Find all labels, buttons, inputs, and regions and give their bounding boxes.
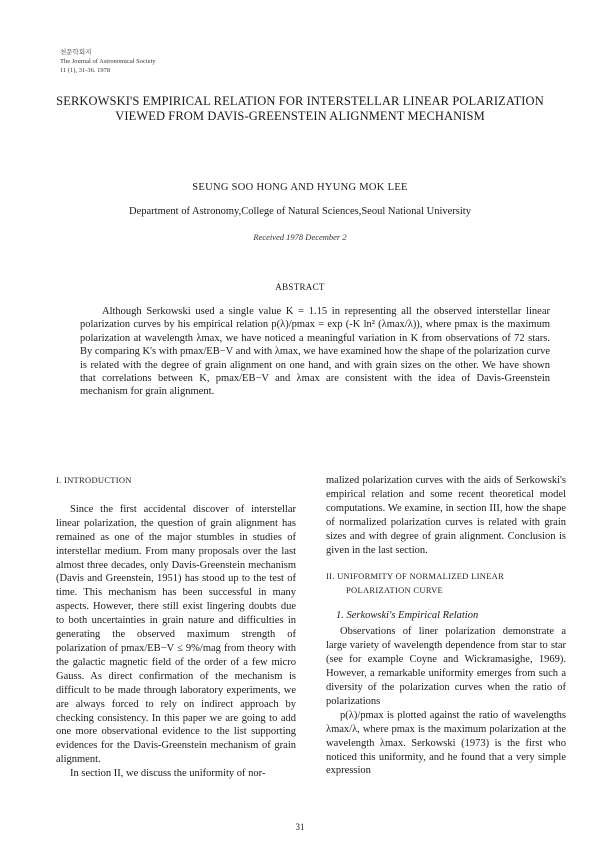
subsection-1-paragraph-2: p(λ)/pmax is plotted against the ratio of wavelengths λmax/λ, where pmax is the maximum polarization at the wavelength λmax. Serkowski (1973) is the first who noticed this uniformity, and he found that a very simple expression [326, 709, 566, 777]
received-date: Received 1978 December 2 [253, 232, 347, 242]
title-line-1: SERKOWSKI'S EMPIRICAL RELATION FOR INTERSTELLAR LINEAR POLARIZATION [56, 94, 544, 108]
section-2-heading [326, 569, 566, 597]
section-2-heading-line-2: POLARIZATION CURVE [346, 585, 444, 596]
abstract [80, 305, 550, 399]
abstract-heading: ABSTRACT [275, 282, 325, 292]
paper-title [20, 94, 580, 124]
journal-name: The Journal of Astronomical Society [60, 58, 156, 65]
subsection-1-paragraph-1: Observations of liner polarization demonstrate a large variety of wavelength dependence from star to star (see for example Coyne and Wickramasighe, 1969). However, a remarkable uniformity emerges from such a diversity of the polarization curves when the ratio of polarizations [326, 626, 566, 707]
intro-paragraph-1: Since the first accidental discover of interstellar linear polarization, the question of grain alignment has remained as one of the major stumbles in studies of interstellar medium. From many proposals over the last almost three decades, only Davis-Greenstein mechanism (Davis and Greenstein, 1951) has stood up to the test of time. This mechanism has been successful in many aspects. However, there still exist lingering doubts due to both uncertainties in grain nature and difficulties in generating the observed maximum strength of polarization of pmax/EB−V ≤ 9%/mag from theory with the galactic magnetic field of the order of a few micro Gauss. As direct confirmation of the mechanism is difficult to be made through laboratory experiments, we are always forced to rely on indirect approach by checking consistency. In this paper we are going to add one more observational evidence to the list supporting evidences for the Davis-Greenstein mechanism of grain alignment. [56, 503, 296, 766]
journal-header [60, 48, 156, 75]
left-column [56, 474, 296, 781]
journal-volume: 11 (1), 31-36. 1978 [60, 67, 111, 74]
section-2-heading-line-1: II. UNIFORMITY OF NORMALIZED LINEAR [326, 571, 505, 582]
intro-paragraph-2-start: In section II, we discuss the uniformity of nor- [70, 768, 266, 780]
section-1-heading: I. INTRODUCTION [56, 475, 132, 485]
affiliation: Department of Astronomy,College of Natural Sciences,Seoul National University [129, 206, 471, 217]
journal-korean-name: 천문학회지 [60, 49, 92, 56]
abstract-text: Although Serkowski used a single value K = 1.15 in representing all the observed interstellar linear polarization curves by his empirical relation p(λ)/pmax = exp (-K ln² (λmax/λ)), where pmax is the maximum polarization at wavelength λmax, we have noticed a meaningful variation in K from observations of 72 stars. By comparing K's with pmax/EB−V and with λmax, we have examined how the shape of the polarization curve is related with the degree of grain alignment on one hand, and with grain sizes on the other. We have shown that correlations between K, pmax/EB−V and λmax are consistent with the idea of Davis-Greenstein mechanism for grain alignment. [80, 306, 550, 398]
authors: SEUNG SOO HONG AND HYUNG MOK LEE [192, 182, 408, 193]
intro-paragraph-2-continued: malized polarization curves with the aids of Serkowski's empirical relation and some recent theoretical model computations. We examine, in section III, how the shape of normalized polarization curves is related with grain sizes and with degree of grain alignment. Conclusion is given in the last section. [326, 475, 566, 556]
title-line-2: VIEWED FROM DAVIS-GREENSTEIN ALIGNMENT MECHANISM [115, 109, 485, 123]
right-column [326, 474, 566, 778]
page-number: 31 [295, 822, 305, 832]
subsection-1-heading: 1. Serkowski's Empirical Relation [336, 610, 479, 622]
